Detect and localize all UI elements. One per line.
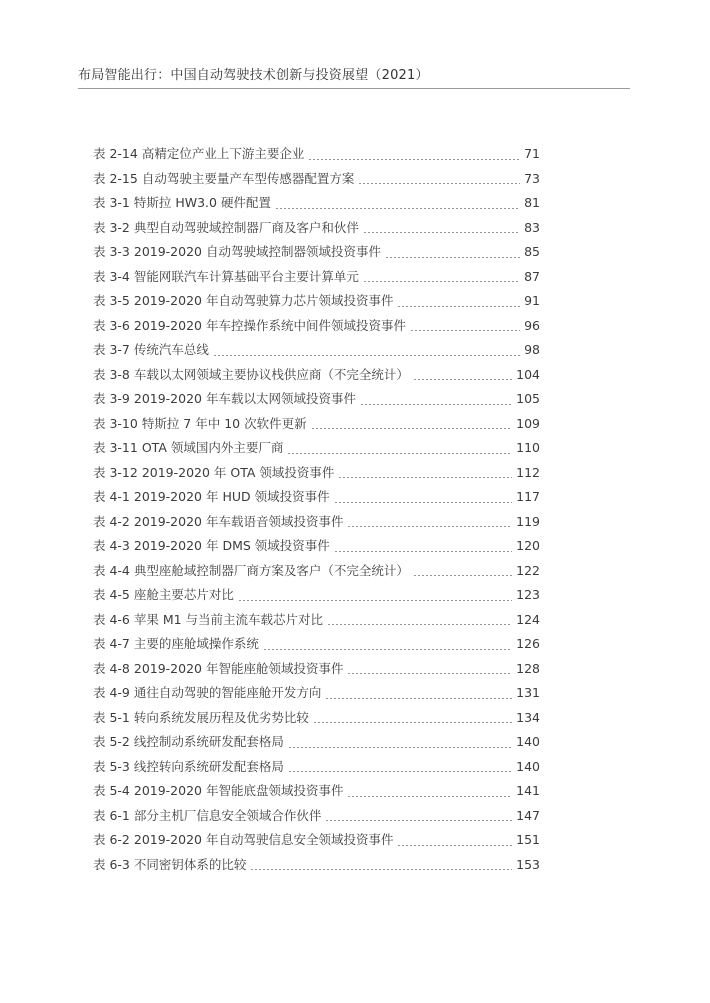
toc-entry-page-number: 134 xyxy=(516,709,540,725)
toc-entry-page-number: 117 xyxy=(516,489,540,504)
toc-leader-dots xyxy=(334,502,513,503)
toc-entry-label: 表 3-1 特斯拉 HW3.0 硬件配置 xyxy=(93,195,271,210)
toc-entry-label: 表 3-11 OTA 领域国内外主要厂商 xyxy=(93,440,284,455)
toc-leader-dots xyxy=(325,698,512,699)
toc-entry[interactable] xyxy=(93,389,540,414)
toc-entry[interactable] xyxy=(93,291,540,316)
toc-entry[interactable] xyxy=(93,193,540,218)
toc-leader-dots xyxy=(288,747,512,748)
toc-leader-dots xyxy=(327,624,512,625)
toc-entry-page-number: 151 xyxy=(516,832,540,847)
toc-entry-page-number: 128 xyxy=(516,660,540,676)
toc-leader-dots xyxy=(308,159,520,160)
toc-leader-dots xyxy=(397,306,520,307)
toc-entry[interactable] xyxy=(93,659,540,684)
toc-entry-page-number: 140 xyxy=(516,758,540,774)
toc-entry-label: 表 4-7 主要的座舱域操作系统 xyxy=(93,636,259,651)
toc-leader-dots xyxy=(313,722,512,723)
toc-leader-dots xyxy=(347,673,512,674)
header-divider xyxy=(78,88,630,89)
toc-leader-dots xyxy=(358,183,520,184)
toc-leader-dots xyxy=(325,820,512,821)
toc-leader-dots xyxy=(238,600,512,601)
toc-entry-page-number: 91 xyxy=(524,293,540,308)
toc-leader-dots xyxy=(347,796,512,797)
toc-entry-page-number: 124 xyxy=(516,611,540,627)
toc-entry[interactable] xyxy=(93,512,540,537)
toc-leader-dots xyxy=(338,477,512,478)
toc-entry-page-number: 126 xyxy=(516,636,540,651)
toc-leader-dots xyxy=(288,771,512,772)
toc-entry[interactable] xyxy=(93,585,540,610)
toc-entry-label: 表 2-15 自动驾驶主要量产车型传感器配置方案 xyxy=(93,170,355,186)
toc-entry-label: 表 3-8 车载以太网领域主要协议栈供应商（不完全统计） xyxy=(93,366,409,382)
toc-entry-label: 表 4-9 通往自动驾驶的智能座舱开发方向 xyxy=(93,685,322,700)
toc-entry-page-number: 85 xyxy=(524,244,540,259)
toc-entry-label: 表 5-2 线控制动系统研发配套格局 xyxy=(93,734,284,749)
toc-entry-page-number: 147 xyxy=(516,807,540,823)
toc-leader-dots xyxy=(347,526,512,527)
toc-entry[interactable] xyxy=(93,536,540,561)
toc-entry-label: 表 6-1 部分主机厂信息安全领域合作伙伴 xyxy=(93,807,322,823)
toc-entry-page-number: 153 xyxy=(516,856,540,872)
toc-leader-dots xyxy=(397,845,512,846)
toc-entry[interactable] xyxy=(93,487,540,512)
toc-entry[interactable] xyxy=(93,438,540,463)
toc-entry-page-number: 81 xyxy=(524,195,540,210)
toc-entry-label: 表 4-6 苹果 M1 与当前主流车载芯片对比 xyxy=(93,611,324,627)
toc-entry-page-number: 140 xyxy=(516,734,540,749)
toc-entry-page-number: 141 xyxy=(516,783,540,798)
toc-entry-label: 表 5-3 线控转向系统研发配套格局 xyxy=(93,758,284,774)
toc-leader-dots xyxy=(363,281,520,282)
toc-entry-page-number: 71 xyxy=(524,146,540,161)
toc-leader-dots xyxy=(334,551,512,552)
toc-entry[interactable] xyxy=(93,806,540,831)
toc-entry[interactable] xyxy=(93,732,540,757)
toc-entry-label: 表 4-1 2019-2020 年 HUD 领域投资事件 xyxy=(93,489,330,504)
table-of-contents-list xyxy=(93,144,540,879)
toc-entry-page-number: 73 xyxy=(524,170,540,186)
toc-leader-dots xyxy=(263,649,512,650)
toc-entry[interactable] xyxy=(93,757,540,782)
toc-entry-label: 表 4-3 2019-2020 年 DMS 领域投资事件 xyxy=(93,538,330,553)
toc-entry[interactable] xyxy=(93,316,540,341)
toc-entry-label: 表 4-4 典型座舱域控制器厂商方案及客户（不完全统计） xyxy=(93,562,409,578)
toc-entry-label: 表 4-8 2019-2020 年智能座舱领域投资事件 xyxy=(93,660,344,676)
toc-entry-label: 表 3-4 智能网联汽车计算基础平台主要计算单元 xyxy=(93,268,359,284)
toc-entry-label: 表 5-4 2019-2020 年智能底盘领域投资事件 xyxy=(93,783,344,798)
toc-leader-dots xyxy=(410,330,520,331)
toc-entry[interactable] xyxy=(93,218,540,243)
toc-leader-dots xyxy=(413,575,512,576)
toc-entry[interactable] xyxy=(93,708,540,733)
toc-entry[interactable] xyxy=(93,561,540,586)
toc-entry-page-number: 120 xyxy=(516,538,540,553)
toc-leader-dots xyxy=(363,232,520,233)
toc-entry-label: 表 2-14 高精定位产业上下游主要企业 xyxy=(93,146,305,161)
running-header-title: 布局智能出行：中国自动驾驶技术创新与投资展望（2021） xyxy=(78,68,429,83)
toc-leader-dots xyxy=(250,869,512,870)
toc-entry-page-number: 96 xyxy=(524,317,540,333)
toc-entry-label: 表 6-2 2019-2020 年自动驾驶信息安全领域投资事件 xyxy=(93,832,394,847)
toc-entry[interactable] xyxy=(93,634,540,659)
toc-entry[interactable] xyxy=(93,683,540,708)
toc-entry[interactable] xyxy=(93,144,540,169)
toc-entry[interactable] xyxy=(93,414,540,439)
toc-entry[interactable] xyxy=(93,855,540,880)
toc-entry-page-number: 83 xyxy=(524,219,540,235)
toc-entry-page-number: 123 xyxy=(516,587,540,602)
toc-entry-page-number: 87 xyxy=(524,268,540,284)
toc-entry-page-number: 112 xyxy=(516,464,540,480)
toc-entry-page-number: 109 xyxy=(516,415,540,431)
toc-entry[interactable] xyxy=(93,610,540,635)
toc-entry-page-number: 119 xyxy=(516,513,540,529)
toc-entry-page-number: 98 xyxy=(524,342,540,357)
toc-entry-label: 表 4-2 2019-2020 年车载语音领域投资事件 xyxy=(93,513,344,529)
toc-entry-page-number: 105 xyxy=(516,391,540,406)
toc-entry-label: 表 5-1 转向系统发展历程及优劣势比较 xyxy=(93,709,309,725)
toc-entry-label: 表 3-12 2019-2020 年 OTA 领域投资事件 xyxy=(93,464,335,480)
toc-leader-dots xyxy=(275,208,520,209)
toc-leader-dots xyxy=(311,428,513,429)
toc-leader-dots xyxy=(360,404,512,405)
toc-leader-dots xyxy=(287,453,512,454)
toc-entry-label: 表 3-10 特斯拉 7 年中 10 次软件更新 xyxy=(93,415,307,431)
toc-entry-label: 表 3-9 2019-2020 年车载以太网领域投资事件 xyxy=(93,391,356,406)
toc-leader-dots xyxy=(413,379,512,380)
toc-entry-label: 表 4-5 座舱主要芯片对比 xyxy=(93,587,234,602)
toc-entry-page-number: 104 xyxy=(516,366,540,382)
toc-entry-label: 表 3-6 2019-2020 年车控操作系统中间件领域投资事件 xyxy=(93,317,406,333)
toc-entry-label: 表 3-5 2019-2020 年自动驾驶算力芯片领域投资事件 xyxy=(93,293,394,308)
toc-entry-page-number: 110 xyxy=(516,440,540,455)
toc-entry[interactable] xyxy=(93,169,540,194)
toc-entry[interactable] xyxy=(93,242,540,267)
toc-entry-label: 表 3-7 传统汽车总线 xyxy=(93,342,209,357)
toc-entry[interactable] xyxy=(93,463,540,488)
toc-entry[interactable] xyxy=(93,267,540,292)
toc-entry[interactable] xyxy=(93,781,540,806)
toc-leader-dots xyxy=(213,355,520,356)
toc-entry-page-number: 122 xyxy=(516,562,540,578)
toc-entry-label: 表 3-3 2019-2020 自动驾驶域控制器领域投资事件 xyxy=(93,244,381,259)
toc-entry-label: 表 3-2 典型自动驾驶域控制器厂商及客户和伙伴 xyxy=(93,219,359,235)
toc-entry[interactable] xyxy=(93,365,540,390)
toc-entry-label: 表 6-3 不同密钥体系的比较 xyxy=(93,856,247,872)
toc-leader-dots xyxy=(385,257,520,258)
toc-entry-page-number: 131 xyxy=(516,685,540,700)
toc-entry[interactable] xyxy=(93,830,540,855)
toc-entry[interactable] xyxy=(93,340,540,365)
